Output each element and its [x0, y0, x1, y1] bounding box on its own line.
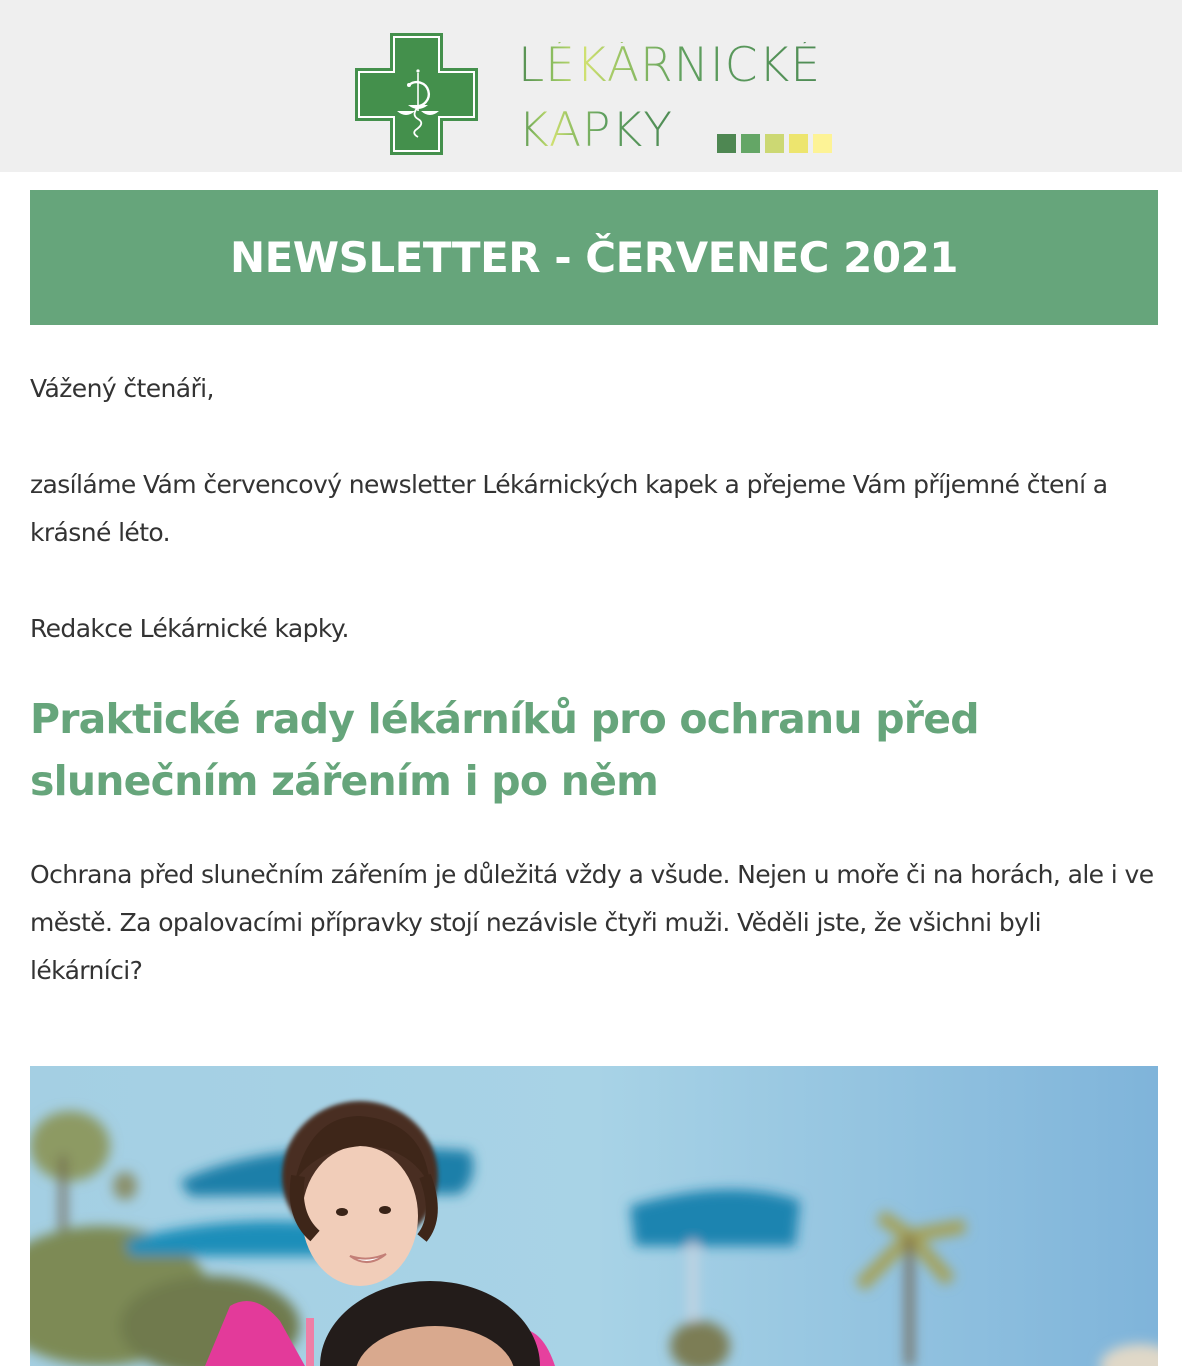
greeting-text: Vážený čtenáři,: [30, 374, 214, 403]
logo[interactable]: [355, 33, 835, 158]
logo-square-3: [765, 134, 784, 153]
logo-text-line2: KAPKY: [518, 103, 674, 158]
signature-text: Redakce Lékárnické kapky.: [30, 614, 349, 643]
article-headline[interactable]: Praktické rady lékárníků pro ochranu před slunečním zářením i po něm: [30, 695, 979, 805]
logo-square-5: [813, 134, 832, 153]
logo-square-4: [789, 134, 808, 153]
newsletter-header: [0, 0, 1182, 172]
logo-text-line1: LÉKÁRNICKÉ: [518, 38, 822, 93]
newsletter-banner: [30, 190, 1158, 325]
article-photo[interactable]: [30, 1066, 1158, 1366]
beach-photo-image: [30, 1066, 1158, 1366]
logo-square-1: [717, 134, 736, 153]
logo-square-2: [741, 134, 760, 153]
logo-color-squares: [717, 134, 832, 153]
article-lead-text: Ochrana před slunečním zářením je důležitá vždy a všude. Nejen u moře či na horách, ale i ve městě. Za opalovacími přípravky stojí nezávisle čtyři muži. Věděli jste, že všichni byli lékárníci?: [30, 860, 1154, 985]
banner-title: NEWSLETTER - ČERVENEC 2021: [229, 233, 959, 282]
intro-text: zasíláme Vám červencový newsletter Lékárnických kapek a přejeme Vám příjemné čtení a krásné léto.: [30, 470, 1108, 547]
pharmacy-cross-icon: [355, 33, 478, 155]
